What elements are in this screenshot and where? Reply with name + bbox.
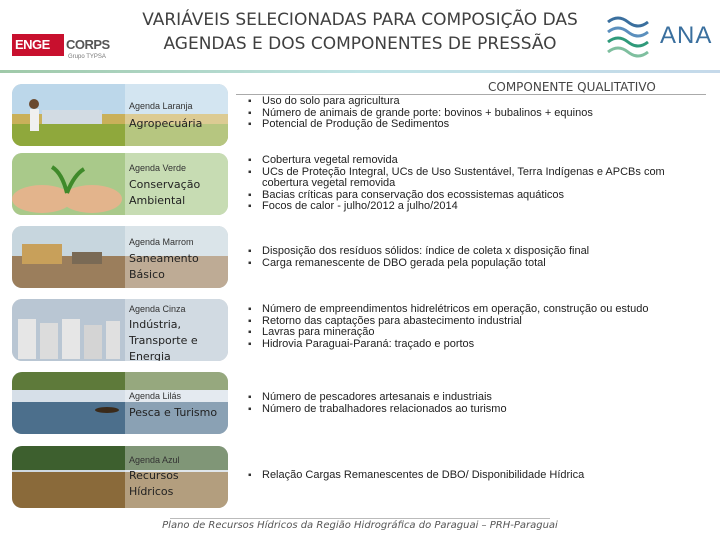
bullet-item: ▪ Focos de calor - julho/2012 a julho/2014 — [248, 201, 708, 213]
header-divider — [0, 70, 720, 73]
agenda-tag: Agenda Laranja — [129, 101, 193, 111]
bullet-item: ▪ Carga remanescente de DBO gerada pela população total — [248, 258, 708, 270]
engecorps-logo-corps: CORPS — [66, 37, 110, 52]
agenda-card-text-bg — [125, 372, 228, 434]
agenda-card-laranja — [12, 84, 228, 146]
bullet-item: ▪ Número de pescadores artesanais e industriais — [248, 392, 708, 404]
engecorps-logo-red-block — [12, 34, 64, 56]
bullet-item: ▪ Número de trabalhadores relacionados ao turismo — [248, 404, 708, 416]
bullet-item: ▪ Potencial de Produção de Sedimentos — [248, 119, 708, 131]
agenda-row-lilas — [12, 372, 712, 434]
agenda-category: Conservação Ambiental — [129, 178, 201, 207]
slide-header — [0, 0, 720, 72]
ana-logo — [604, 12, 714, 58]
slide-title-line-1: VARIÁVEIS SELECIONADAS PARA COMPOSIÇÃO DAS — [142, 10, 578, 30]
bullet-item: ▪ Relação Cargas Remanescentes de DBO/ Disponibilidade Hídrica — [248, 470, 708, 482]
agenda-row-cinza — [12, 299, 712, 361]
agenda-row-marrom — [12, 226, 712, 288]
component-label: COMPONENTE QUALITATIVO — [488, 80, 656, 94]
agenda-row-azul — [12, 446, 712, 508]
bullet-item: ▪ Bacias críticas para conservação dos ecossistemas aquáticos — [248, 190, 708, 202]
slide-title — [120, 8, 600, 56]
bullet-item: ▪ UCs de Proteção Integral, UCs de Uso Sustentável, Terra Indígenas e APCBs com cobertura vegetal removida — [248, 167, 708, 190]
agenda-card-marrom — [12, 226, 228, 288]
engecorps-logo-subtitle: Grupo TYPSA — [68, 54, 106, 60]
bullet-list-lilas — [248, 392, 708, 415]
agenda-tag: Agenda Cinza — [129, 304, 186, 314]
agenda-card-verde — [12, 153, 228, 215]
footer-caption: Plano de Recursos Hídricos da Região Hidrográfica do Paraguai – PRH-Paraguai — [162, 520, 558, 531]
agenda-category: Saneamento Básico — [129, 252, 199, 281]
footer-divider — [170, 518, 550, 519]
ana-logo-text: ANA — [660, 22, 713, 49]
agenda-category: Indústria, Transporte e Energia — [129, 318, 198, 361]
bullet-list-cinza — [248, 304, 708, 350]
agenda-row-laranja — [12, 84, 712, 146]
bullet-item: ▪ Disposição dos resíduos sólidos: índice de coleta x disposição final — [248, 246, 708, 258]
agenda-row-verde — [12, 153, 712, 215]
slide-title-line-2: AGENDAS E DOS COMPONENTES DE PRESSÃO — [163, 34, 557, 54]
bullet-item: ▪ Uso do solo para agricultura — [248, 96, 708, 108]
agenda-category: Agropecuária — [129, 117, 203, 130]
bullet-item: ▪ Lavras para mineração — [248, 327, 708, 339]
agenda-tag: Agenda Marrom — [129, 237, 194, 247]
engecorps-logo — [12, 34, 112, 64]
bullet-item: ▪ Hidrovia Paraguai-Paraná: traçado e portos — [248, 339, 708, 351]
bullet-item: ▪ Número de animais de grande porte: bovinos + bubalinos + equinos — [248, 108, 708, 120]
bullet-item: ▪ Retorno das captações para abastecimento industrial — [248, 316, 708, 328]
agenda-category: Pesca e Turismo — [129, 406, 218, 419]
bullet-item: ▪ Cobertura vegetal removida — [248, 155, 708, 167]
agenda-tag: Agenda Verde — [129, 163, 187, 173]
bullet-list-azul — [248, 470, 708, 482]
bullet-list-marrom — [248, 246, 708, 269]
agenda-card-text-bg — [125, 84, 228, 146]
bullet-list-laranja — [248, 96, 708, 131]
bullet-item: ▪ Número de empreendimentos hidrelétricos em operação, construção ou estudo — [248, 304, 708, 316]
ana-wave-icon — [604, 12, 656, 58]
agenda-category: Recursos Hídricos — [129, 469, 179, 498]
agenda-card-cinza — [12, 299, 228, 361]
agenda-card-azul — [12, 446, 228, 508]
agenda-card-lilas — [12, 372, 228, 434]
agenda-tag: Agenda Azul — [129, 455, 180, 465]
engecorps-logo-enge: ENGE — [15, 37, 50, 52]
agenda-tag: Agenda Lilás — [129, 391, 182, 401]
bullet-list-verde — [248, 155, 708, 213]
